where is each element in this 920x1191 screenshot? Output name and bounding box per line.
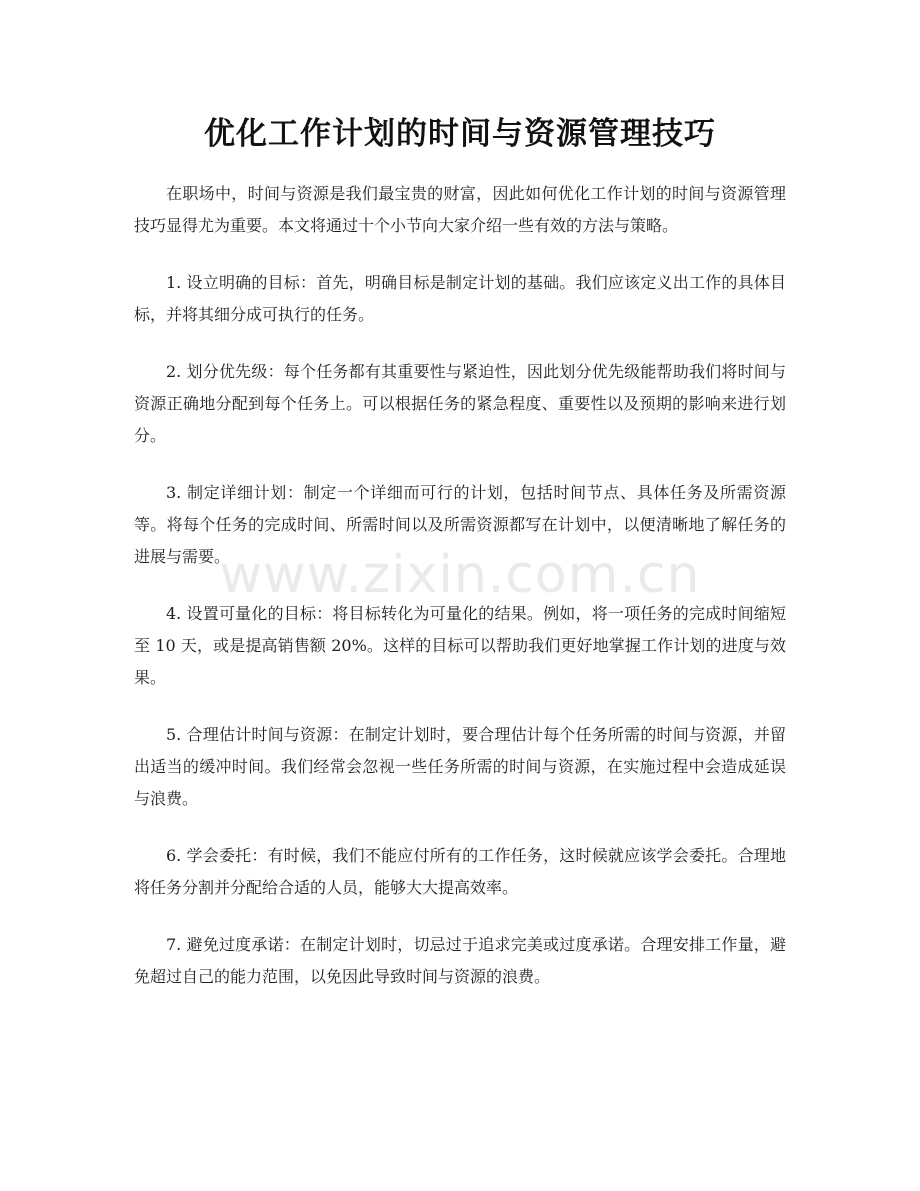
section-paragraph-5: 5. 合理估计时间与资源：在制定计划时，要合理估计每个任务所需的时间与资源，并留出适当的缓冲时间。我们经常会忽视一些任务所需的时间与资源，在实施过程中会造成延误与浪费。 — [134, 725, 786, 808]
intro-paragraph: 在职场中，时间与资源是我们最宝贵的财富，因此如何优化工作计划的时间与资源管理技巧显得尤为重要。本文将通过十个小节向大家介绍一些有效的方法与策略。 — [134, 184, 786, 235]
watermark: www.zixin.com.cn — [219, 545, 701, 605]
page-title: 优化工作计划的时间与资源管理技巧 — [204, 116, 716, 152]
section-paragraph-6: 6. 学会委托：有时候，我们不能应付所有的工作任务，这时候就应该学会委托。合理地将任务分割并分配给合适的人员，能够大大提高效率。 — [134, 846, 786, 897]
section-paragraph-7: 7. 避免过度承诺：在制定计划时，切忌过于追求完美或过度承诺。合理安排工作量，避免超过自己的能力范围，以免因此导致时间与资源的浪费。 — [134, 935, 786, 986]
section-paragraph-1: 1. 设立明确的目标：首先，明确目标是制定计划的基础。我们应该定义出工作的具体目标，并将其细分成可执行的任务。 — [134, 273, 786, 324]
document-body — [134, 178, 786, 1018]
section-paragraph-4: 4. 设置可量化的目标：将目标转化为可量化的结果。例如，将一项任务的完成时间缩短至 10 天，或是提高销售额 20%。这样的目标可以帮助我们更好地掌握工作计划的进度与效果。 — [134, 604, 786, 687]
section-paragraph-2: 2. 划分优先级：每个任务都有其重要性与紧迫性，因此划分优先级能帮助我们将时间与资源正确地分配到每个任务上。可以根据任务的紧急程度、重要性以及预期的影响来进行划分。 — [134, 362, 786, 445]
section-paragraph-3: 3. 制定详细计划：制定一个详细而可行的计划，包括时间节点、具体任务及所需资源等。将每个任务的完成时间、所需时间以及所需资源都写在计划中，以便清晰地了解任务的进展与需要。 — [134, 483, 786, 566]
